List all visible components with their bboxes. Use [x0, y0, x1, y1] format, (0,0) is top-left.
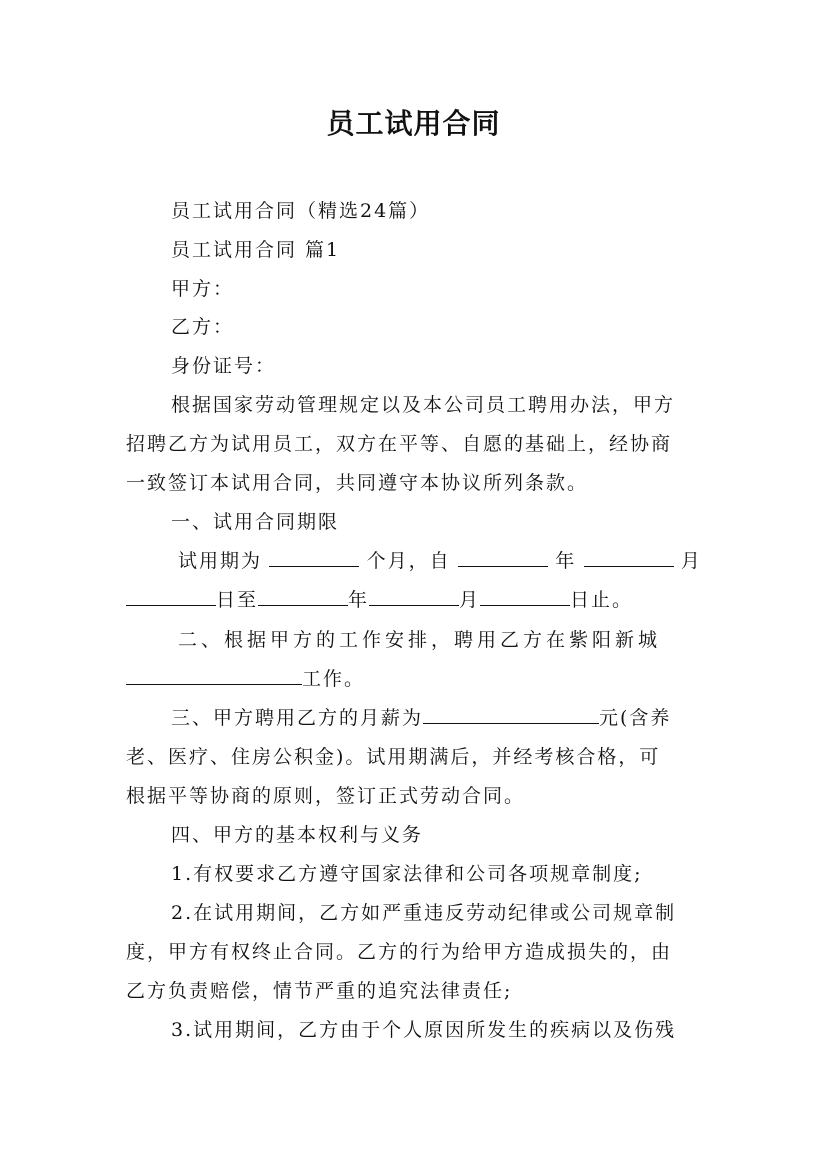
section2-line: 二、根据甲方的工作安排，聘用乙方在紫阳新城 [178, 629, 662, 651]
trial-period-text: 月 [680, 550, 702, 572]
trial-period-text: 月 [459, 589, 481, 611]
intro-paragraph-line: 一致签订本试用合同，共同遵守本协议所列条款。 [126, 472, 589, 494]
end-year-blank [258, 587, 348, 606]
section4-heading: 四、甲方的基本权利与义务 [171, 824, 424, 846]
intro-paragraph-line: 根据国家劳动管理规定以及本公司员工聘用办法，甲方 [171, 394, 676, 416]
workplace-blank [126, 666, 302, 685]
trial-period-line [178, 548, 702, 574]
section3-line: 老、医疗、住房公积金)。试用期满后，并经考核合格，可 [126, 746, 661, 768]
trial-period-line [126, 587, 633, 613]
section3-text: 元(含养 [599, 707, 672, 729]
intro-paragraph-line: 招聘乙方为试用员工，双方在平等、自愿的基础上，经协商 [126, 433, 673, 455]
list-item-continuation: 度，甲方有权终止合同。乙方的行为给甲方造成损失的，由 [126, 941, 673, 963]
trial-period-text: 日止。 [570, 589, 634, 611]
trial-period-text: 个月，自 [366, 550, 451, 572]
trial-period-text: 年 [555, 550, 577, 572]
end-month-blank [369, 587, 459, 606]
section2-line [126, 666, 365, 692]
salary-blank [423, 705, 599, 724]
id-number-label: 身份证号： [171, 355, 277, 377]
start-month-blank [584, 548, 674, 567]
document-title: 员工试用合同 [326, 107, 501, 140]
list-item: 1.有权要求乙方遵守国家法律和公司各项规章制度; [171, 863, 643, 885]
end-day-blank [480, 587, 570, 606]
document-subtitle: 员工试用合同（精选24篇） [171, 200, 431, 222]
list-item: 3.试用期间，乙方由于个人原因所发生的疾病以及伤残 [171, 1019, 677, 1041]
party-a-label: 甲方： [171, 278, 235, 300]
start-year-blank [458, 548, 548, 567]
party-b-label: 乙方： [171, 316, 235, 338]
trial-period-text: 试用期为 [178, 550, 263, 572]
trial-period-text: 年 [348, 589, 370, 611]
section3-text: 三、甲方聘用乙方的月薪为 [171, 707, 424, 729]
list-item-continuation: 乙方负责赔偿，情节严重的追究法律责任; [126, 980, 513, 1002]
section2-text: 工作。 [302, 668, 366, 690]
section-heading: 员工试用合同 篇1 [171, 239, 341, 261]
trial-period-text: 日至 [216, 589, 259, 611]
start-day-blank [126, 587, 216, 606]
months-blank [269, 548, 359, 567]
section3-line: 根据平等协商的原则，签订正式劳动合同。 [126, 785, 526, 807]
section1-heading: 一、试用合同期限 [171, 511, 340, 533]
list-item: 2.在试用期间，乙方如严重违反劳动纪律或公司规章制 [171, 902, 677, 924]
section3-line [126, 705, 702, 731]
